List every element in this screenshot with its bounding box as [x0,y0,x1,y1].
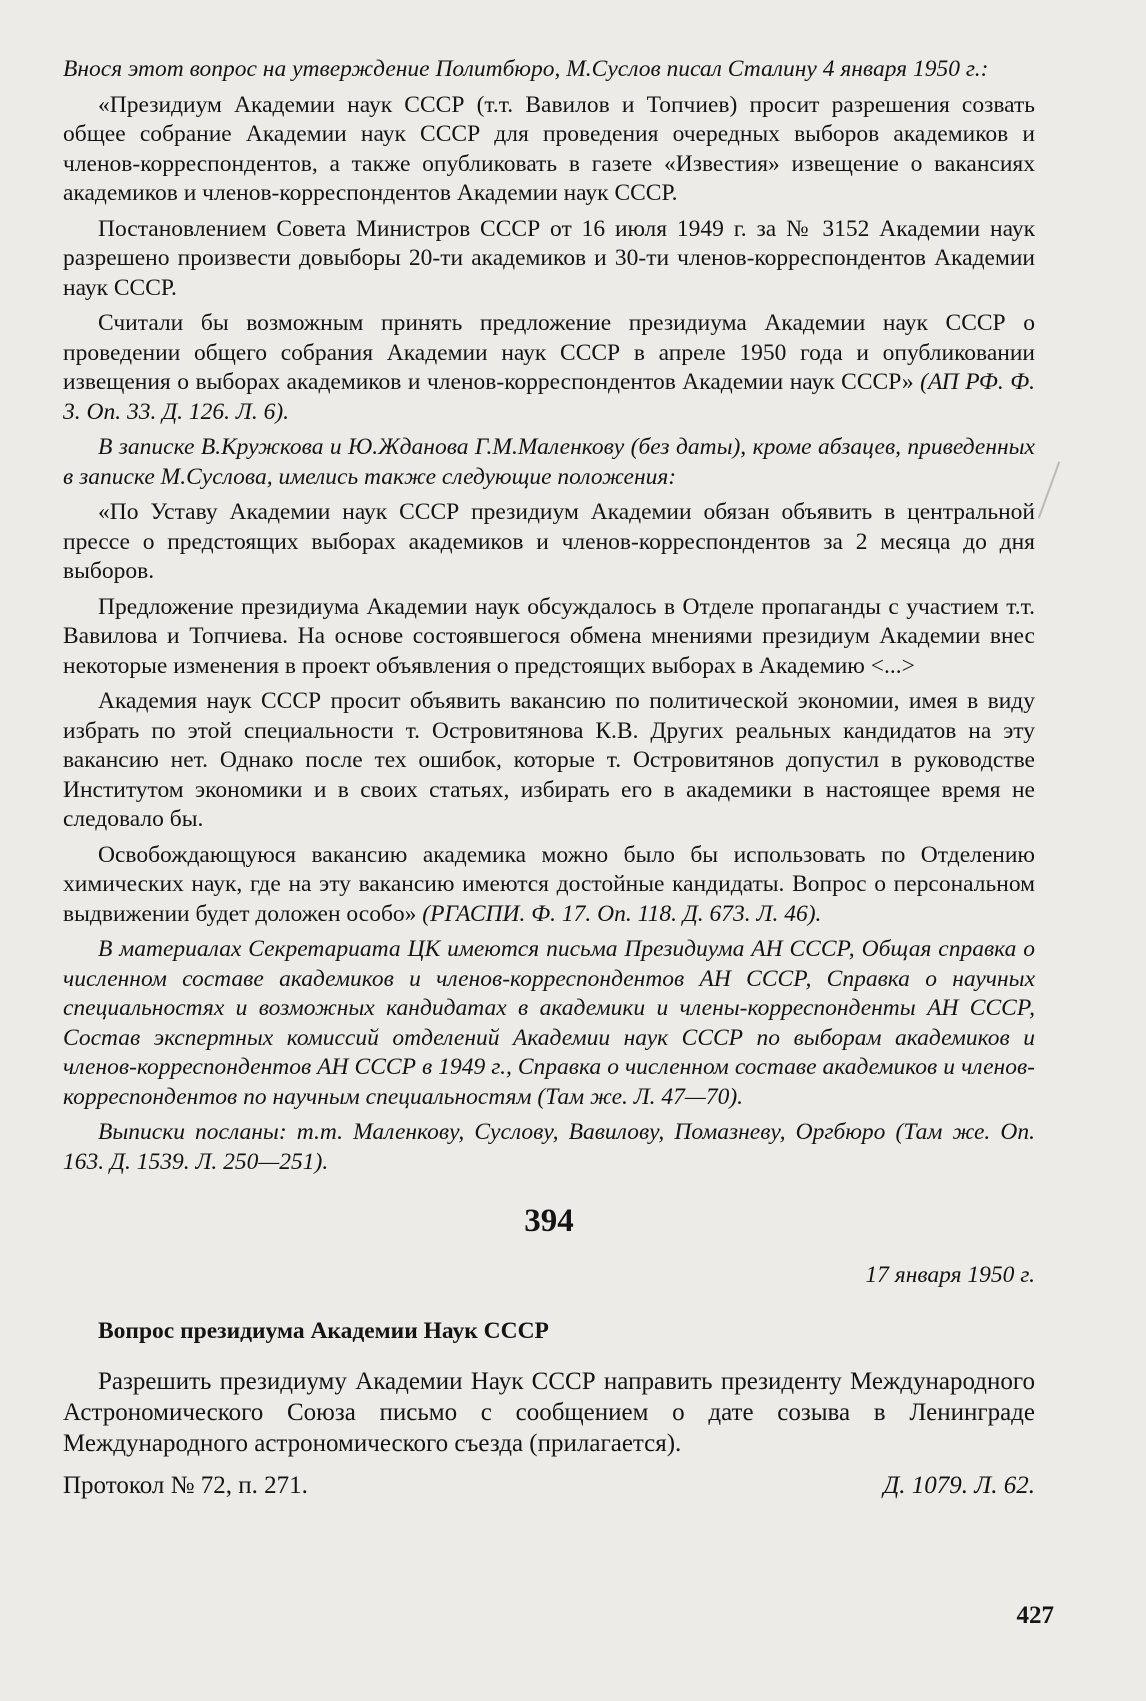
editorial-note-intro: Внося этот вопрос на утверждение Политбюро, М.Суслов писал Сталину 4 января 1950 г.: [63,56,989,82]
page-content [63,55,1035,1501]
editorial-note-copies: Выписки посланы: т.т. Маленкову, Суслову, Вавилову, Помазневу, Оргбюро (Там же. Оп. 163. Д. 1539. Л. 250—251). [63,1119,1035,1175]
document-body: Разрешить президиуму Академии Наук СССР направить президенту Международного Астрономического Союза письмо с сообщением о дате созыва в Ленинграде Международного астрономического съезда (прилагается). [63,1368,1035,1457]
letter-text: Освобождающуюся вакансию академика можно было бы использовать по Отделению химических наук, где на эту вакансию имеются достойные кандидаты. Вопрос о персональном выдвижении будет доложен особо» [63,841,1035,927]
letter-paragraph [63,309,1035,427]
letter-paragraph [63,841,1035,930]
page-number: 427 [1016,1602,1054,1629]
protocol-reference: Протокол № 72, п. 271. [63,1472,308,1499]
archive-citation: (РГАСПИ. Ф. 17. Оп. 118. Д. 673. Л. 46). [422,900,822,927]
letter-paragraph: «По Уставу Академии наук СССР президиум Академии обязан объявить в центральной прессе о предстоящих выборах академиков и членов-корреспондентов за 2 месяца до дня выборов. [63,499,1035,584]
archive-reference: Д. 1079. Л. 62. [883,1472,1035,1499]
editorial-note-kruzhkov: В записке В.Кружкова и Ю.Жданова Г.М.Маленкову (без даты), кроме абзацев, приведенных в записке М.Суслова, имелись также следующие положения: [63,434,1035,490]
document-footer [63,1471,1035,1501]
letter-text: Считали бы возможным принять предложение президиума Академии наук СССР о проведении общего собрания Академии наук СССР в апреле 1950 года и опубликовании извещения о выборах академиков и членов-корреспондентов Академии наук СССР» [63,310,1035,395]
letter-paragraph: Постановлением Совета Министров СССР от 16 июля 1949 г. за № 3152 Академии наук разрешено произвести довыборы 20-ти академиков и 30-ти членов-корреспондентов Академии наук СССР. [63,215,1035,301]
editorial-note-secretariat: В материалах Секретариата ЦК имеются письма Президиума АН СССР, Общая справка о численном составе академиков и членов-корреспондентов АН СССР, Справка о научных специальностях и возможных кандидатах в академики и члены-корреспонденты АН СССР, Состав экспертных комиссий отделений Академии наук СССР по выборам академиков и членов-корреспондентов АН СССР в 1949 г., Справка о численном составе академиков и членов-корреспондентов по научным специальностям (Там же. Л. 47—70). [63,936,1035,1110]
letter-paragraph: Академия наук СССР просит объявить вакансию по политической экономии, имея в виду избрать по этой специальности т. Островитянова К.В. Других реальных кандидатов на эту вакансию нет. Однако после тех ошибок, которые т. Островитянов допустил в руководстве Институтом экономики и в своих статьях, избирать его в академики в настоящее время не следовало бы. [63,688,1035,832]
document-title: Вопрос президиума Академии Наук СССР [98,1317,549,1344]
document-number: 394 [524,1203,574,1239]
archive-citation: (АП РФ. Ф. 3. Оп. 33. Д. 126. Л. 6). [63,369,1035,425]
paper-mark [1038,461,1060,518]
letter-paragraph: Предложение президиума Академии наук обсуждалось в Отделе пропаганды с участием т.т. Вавилова и Топчиева. На основе состоявшегося обмена мнениями президиум Академии внес некоторые изменения в проект объявления о предстоящих выборах в Академию <...> [63,593,1035,679]
document-date: 17 января 1950 г. [865,1262,1035,1288]
letter-paragraph: «Президиум Академии наук СССР (т.т. Вавилов и Топчиев) просит разрешения созвать общее собрание Академии наук СССР для проведения очередных выборов академиков и членов-корреспондентов, а также опубликовать в газете «Известия» извещение о вакансиях академиков и членов-корреспондентов Академии наук СССР. [63,91,1035,206]
